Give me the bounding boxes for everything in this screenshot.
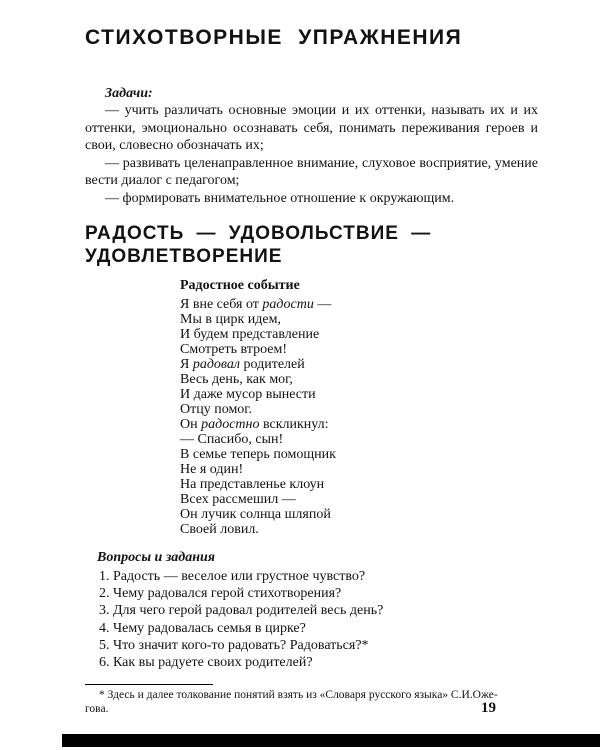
poem-line: Своей ловил. — [180, 522, 259, 537]
poem-line: Всех рассмешил — — [180, 492, 296, 507]
poem-line: И будем представление — [180, 327, 320, 342]
page-title: СТИХОТВОРНЫЕ УПРАЖНЕНИЯ — [85, 26, 463, 49]
questions-section — [85, 549, 538, 671]
tasks-list — [85, 102, 538, 207]
section-heading: РАДОСТЬ — УДОВОЛЬСТВИЕ — УДОВЛЕТВОРЕНИЕ — [85, 223, 432, 267]
poem-line: Весь день, как мог, — [180, 372, 293, 387]
questions-list — [85, 568, 538, 671]
poem-line: Не я один! — [180, 462, 244, 477]
footnote — [85, 689, 538, 716]
question-item: 3. Для чего герой радовал родителей весь день? — [99, 603, 384, 619]
poem-line: И даже мусор вынести — [180, 387, 316, 402]
tasks-heading: Задачи: — [105, 86, 153, 101]
poem-line: Отцу помог. — [180, 402, 252, 417]
question-item: 6. Как вы радуете своих родителей? — [99, 655, 313, 671]
poem-title: Радостное событие — [180, 278, 300, 293]
question-item: 4. Чему радовалась семья в цирке? — [99, 620, 306, 636]
poem-lines — [180, 297, 538, 537]
page-number: 19 — [481, 700, 496, 716]
footnote-line: * Здесь и далее толкование понятий взять из «Словаря русского языка» С.И.Оже- — [99, 689, 498, 702]
poem-line: В семье теперь помощник — [180, 447, 336, 462]
poem-line: На представленье клоун — [180, 477, 325, 492]
question-item: 5. Что значит кого-то радовать? Радоваться?* — [99, 637, 369, 653]
question-item: 1. Радость — веселое или грустное чувство? — [99, 569, 366, 584]
poem-line: — Спасибо, сын! — [180, 432, 284, 447]
poem-line: Он радостно вскликнул: — [180, 417, 329, 432]
task-paragraph: — формировать внимательное отношение к окружающим. — [105, 190, 455, 206]
poem-line: Я вне себя от радости — — [180, 297, 332, 312]
poem-line: Мы в цирк идем, — [180, 312, 281, 327]
poem-block — [180, 277, 538, 537]
footnote-line: гова. — [85, 702, 109, 715]
task-paragraph: — учить различать основные эмоции и их оттенки, называть их и их оттенки, эмоционально осознавать себя, понимать переживания героев и свои, словесно обозначать их; — [85, 103, 538, 153]
scan-edge-bar — [62, 734, 600, 747]
footnote-rule — [85, 684, 213, 685]
questions-heading: Вопросы и задания — [97, 550, 216, 565]
poem-line: Смотреть втроем! — [180, 342, 287, 357]
task-paragraph: — развивать целенаправленное внимание, слуховое восприятие, умение вести диалог с педагогом; — [85, 155, 538, 188]
question-item: 2. Чему радовался герой стихотворения? — [99, 586, 342, 602]
poem-line: Он лучик солнца шляпой — [180, 507, 331, 522]
poem-line: Я радовал родителей — [180, 357, 305, 372]
tasks-section — [85, 85, 538, 207]
